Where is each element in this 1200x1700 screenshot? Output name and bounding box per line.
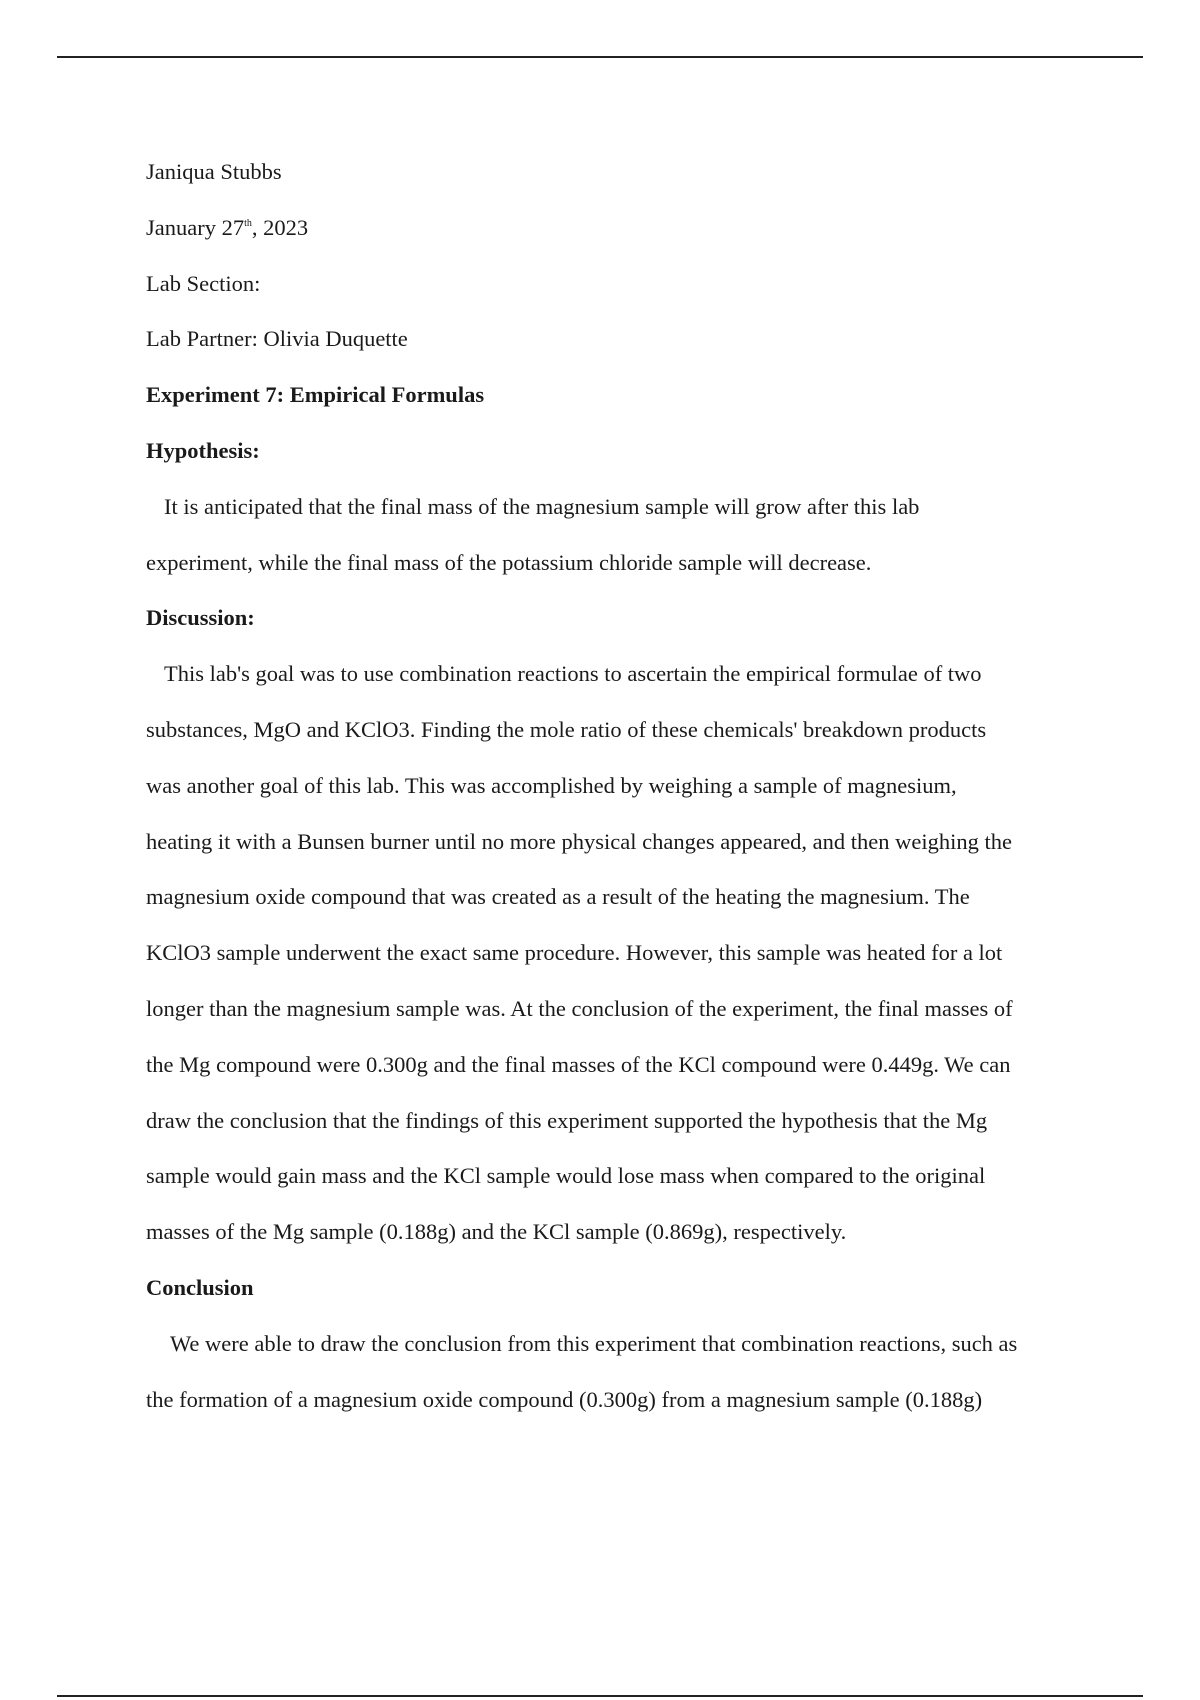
- hypothesis-line: It is anticipated that the final mass of the magnesium sample will grow after this lab: [164, 493, 920, 519]
- lab-section: Lab Section:: [146, 270, 261, 296]
- date-ordinal: th: [244, 217, 252, 229]
- bottom-rule: [57, 1695, 1143, 1697]
- hypothesis-heading: Hypothesis:: [146, 437, 260, 463]
- document-body: [146, 144, 1096, 1427]
- conclusion-heading: Conclusion: [146, 1274, 254, 1300]
- date-year: , 2023: [251, 214, 309, 240]
- discussion-line: magnesium oxide compound that was created as a result of the heating the magnesium. The: [146, 884, 970, 910]
- discussion-line: masses of the Mg sample (0.188g) and the KCl sample (0.869g), respectively.: [146, 1219, 847, 1245]
- document-date: [146, 200, 1096, 256]
- discussion-line: the Mg compound were 0.300g and the final masses of the KCl compound were 0.449g. We can: [146, 1051, 1011, 1077]
- discussion-line: heating it with a Bunsen burner until no more physical changes appeared, and then weighing the: [146, 828, 1013, 854]
- date-main: January 27: [146, 214, 245, 240]
- discussion-line: substances, MgO and KClO3. Finding the mole ratio of these chemicals' breakdown products: [146, 716, 987, 742]
- conclusion-line: the formation of a magnesium oxide compound (0.300g) from a magnesium sample (0.188g): [146, 1386, 983, 1412]
- discussion-line: sample would gain mass and the KCl sample would lose mass when compared to the original: [146, 1163, 986, 1189]
- discussion-line: was another goal of this lab. This was accomplished by weighing a sample of magnesium,: [146, 772, 957, 798]
- top-rule: [57, 56, 1143, 58]
- author-name: Janiqua Stubbs: [146, 159, 282, 184]
- lab-partner: Lab Partner: Olivia Duquette: [146, 326, 408, 352]
- discussion-line: This lab's goal was to use combination reactions to ascertain the empirical formulae of two: [164, 661, 982, 687]
- discussion-heading: Discussion:: [146, 605, 255, 631]
- hypothesis-line: experiment, while the final mass of the potassium chloride sample will decrease.: [146, 549, 872, 575]
- discussion-line: draw the conclusion that the findings of this experiment supported the hypothesis that the Mg: [146, 1107, 988, 1133]
- experiment-title: Experiment 7: Empirical Formulas: [146, 382, 485, 408]
- discussion-line: longer than the magnesium sample was. At the conclusion of the experiment, the final masses of: [146, 995, 1013, 1021]
- conclusion-line: We were able to draw the conclusion from this experiment that combination reactions, such as: [170, 1330, 1018, 1356]
- discussion-line: KClO3 sample underwent the exact same procedure. However, this sample was heated for a lot: [146, 940, 1003, 966]
